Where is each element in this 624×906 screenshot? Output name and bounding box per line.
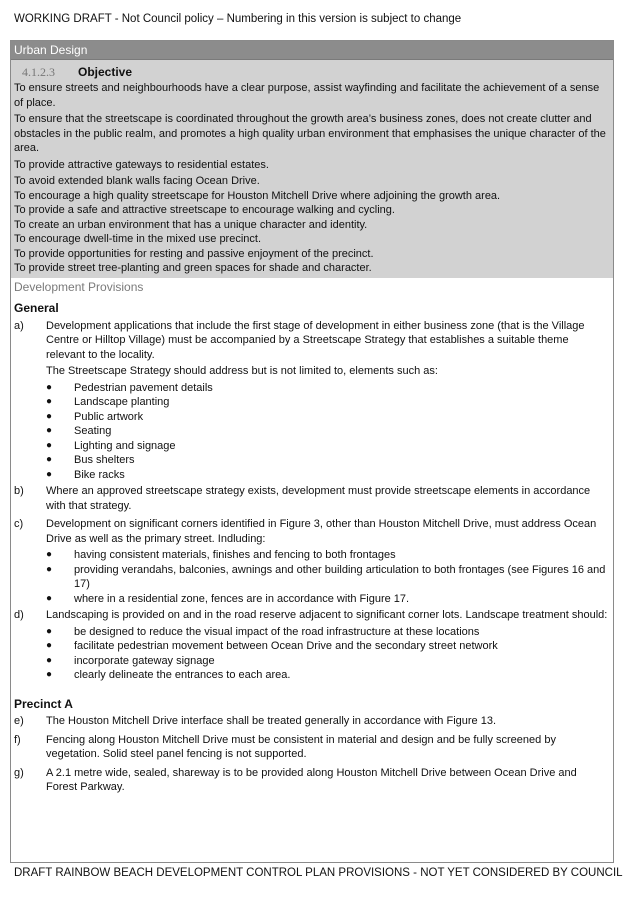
clause-a [14,319,610,483]
clause-text: The Streetscape Strategy should address but is not limited to, elements such as: [46,365,438,377]
objective-item: To encourage a high quality streetscape for Houston Mitchell Drive where adjoining the growth area. [14,189,501,202]
clause-d [14,608,610,683]
bullet-icon: ● [46,563,53,575]
clause-letter: e) [14,715,24,727]
objective-item: To provide opportunities for resting and passive enjoyment of the precinct. [14,247,374,260]
bullet-icon: ● [46,592,53,604]
bullet-list [46,381,610,483]
list-item: ● clearly delineate the entrances to each area. [46,669,291,681]
objective-item: To ensure streets and neighbourhoods have a clear purpose, assist wayfinding and facilitate the achievement of a sense of place. [14,82,600,109]
clause-letter: b) [14,485,24,497]
objective-heading [14,64,610,80]
bullet-icon: ● [46,396,53,407]
clause-text: The Houston Mitchell Drive interface shall be treated generally in accordance with Figure 13. [46,715,497,727]
bullet-icon: ● [46,454,53,465]
list-item: ● where in a residential zone, fences are in accordance with Figure 17. [46,592,410,605]
provisions-table [10,40,614,863]
objective-item: To provide a safe and attractive streetscape to encourage walking and cycling. [14,204,395,216]
clause-letter: d) [14,609,24,621]
clause-letter: c) [14,518,24,530]
bullet-icon: ● [46,381,53,393]
list-item: ● Lighting and signage [46,439,176,452]
clause-text: A 2.1 metre wide, sealed, shareway is to be provided along Houston Mitchell Drive between Ocean Drive and Forest Parkway. [46,766,577,793]
clause-text: Fencing along Houston Mitchell Drive must be consistent in material and design and be fully screened by vegetation. Solid steel panel fencing is not supported. [46,733,556,760]
bullet-icon: ● [46,549,53,560]
objective-list [14,81,610,276]
objective-item: To encourage dwell-time in the mixed use precinct. [14,233,262,245]
development-provisions-heading: Development Provisions [14,279,144,294]
objective-item: To avoid extended blank walls facing Ocean Drive. [14,175,260,187]
list-item: ● be designed to reduce the visual impact of the road infrastructure at these locations [46,625,480,638]
list-item: ● Landscape planting [46,396,170,408]
clause-c [14,517,610,606]
bullet-icon: ● [46,468,53,480]
list-item: ● Pedestrian pavement details [46,381,213,394]
list-item: ● Public artwork [46,410,144,423]
clause-text: Where an approved streetscape strategy exists, development must provide streetscape elements in accordance with that strategy. [46,485,591,512]
list-item: ● Bike racks [46,468,125,481]
bullet-icon: ● [46,425,53,436]
objective-block [11,60,613,278]
bullet-list [46,548,610,606]
clause-text: Landscaping is provided on and in the road reserve adjacent to significant corner lots. Landscape treatment should: [46,609,608,621]
clause-b [14,484,610,515]
bullet-icon: ● [46,410,53,422]
clause-text: Development on significant corners identified in Figure 3, other than Houston Mitchell Drive, must address Ocean Drive as well as the primary street. Indluding: [46,518,597,545]
page-header: WORKING DRAFT - Not Council policy – Numbering in this version is subject to change [14,13,462,25]
list-item: ● incorporate gateway signage [46,654,215,667]
provisions-block [11,278,613,801]
list-item: ● having consistent materials, finishes and fencing to both frontages [46,549,396,561]
bullet-icon: ● [46,640,53,651]
general-heading: General [14,301,59,315]
section-title: Urban Design [11,41,613,60]
objective-title: Objective [78,65,133,79]
page-footer: DRAFT RAINBOW BEACH DEVELOPMENT CONTROL PLAN PROVISIONS - NOT YET CONSIDERED BY COUNCIL [14,867,623,879]
objective-item: To create an urban environment that has a unique character and identity. [14,218,368,231]
bullet-icon: ● [46,669,53,680]
clause-g [14,766,610,797]
objective-number: 4.1.2.3 [22,65,55,79]
objective-item: To provide attractive gateways to residential estates. [14,158,269,171]
bullet-icon: ● [46,625,53,637]
clause-f [14,733,610,764]
precinct-a-heading: Precinct A [14,696,73,711]
clause-e [14,714,610,731]
clause-letter: g) [14,766,24,779]
objective-item: To ensure that the streetscape is coordinated throughout the growth area’s business zones, does not create clutter and obstacles in the public realm, and promotes a high quality urban environment that emphasises the unique character of the area. [14,113,606,154]
clause-text: Development applications that include the first stage of development in either business zone (that is the Village Centre or Hilltop Village) must be accompanied by a Streetscape Strategy that establishes a suitable theme relevant to the locality. [46,319,585,361]
objective-item: To provide street tree-planting and green spaces for shade and character. [14,262,372,274]
list-item: ● facilitate pedestrian movement between Ocean Drive and the secondary street network [46,640,498,652]
bullet-list [46,625,610,683]
bullet-icon: ● [46,654,53,666]
list-item: ● providing verandahs, balconies, awnings and other building articulation to both frontages (see Figures 16 and 17) [46,563,606,590]
clause-letter: a) [14,319,24,332]
list-item: ● Seating [46,425,112,437]
list-item: ● Bus shelters [46,454,135,466]
clause-letter: f) [14,733,21,746]
bullet-icon: ● [46,439,53,451]
